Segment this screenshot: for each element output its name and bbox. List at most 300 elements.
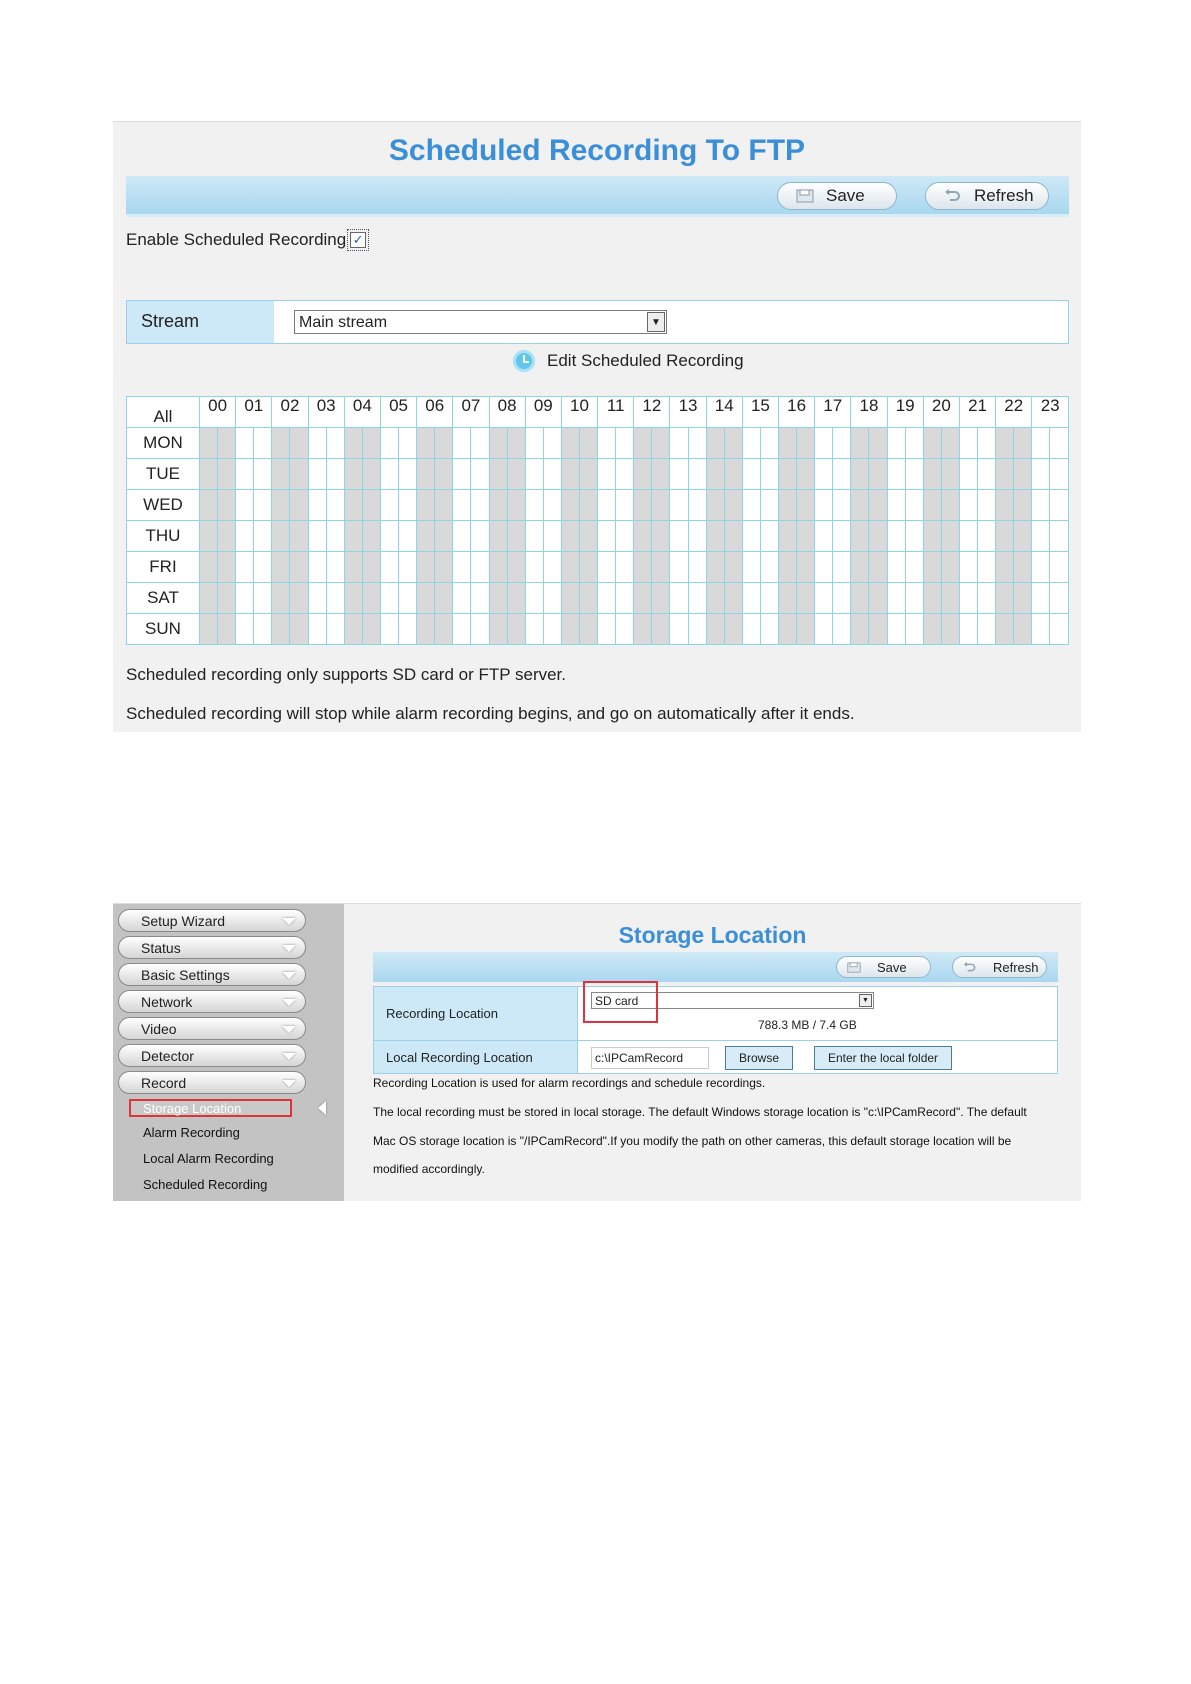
- grid-hour-18[interactable]: 18: [851, 397, 887, 428]
- browse-button[interactable]: Browse: [725, 1046, 793, 1070]
- grid-cell[interactable]: [489, 552, 507, 583]
- grid-hour-14[interactable]: 14: [706, 397, 742, 428]
- grid-cell[interactable]: [453, 459, 471, 490]
- grid-cell[interactable]: [308, 614, 326, 645]
- submenu-alarm-recording[interactable]: Alarm Recording: [143, 1125, 240, 1140]
- grid-cell[interactable]: [887, 614, 905, 645]
- grid-cell[interactable]: [362, 490, 380, 521]
- grid-cell[interactable]: [959, 552, 977, 583]
- grid-cell[interactable]: [797, 490, 815, 521]
- grid-cell[interactable]: [670, 521, 688, 552]
- grid-cell[interactable]: [1014, 614, 1032, 645]
- grid-cell[interactable]: [489, 521, 507, 552]
- grid-cell[interactable]: [218, 583, 236, 614]
- grid-cell[interactable]: [326, 552, 344, 583]
- grid-cell[interactable]: [507, 428, 525, 459]
- grid-cell[interactable]: [561, 614, 579, 645]
- grid-cell[interactable]: [579, 614, 597, 645]
- grid-cell[interactable]: [670, 490, 688, 521]
- grid-cell[interactable]: [634, 614, 652, 645]
- grid-cell[interactable]: [525, 459, 543, 490]
- grid-cell[interactable]: [887, 552, 905, 583]
- grid-cell[interactable]: [326, 521, 344, 552]
- save-button[interactable]: [836, 956, 931, 978]
- grid-cell[interactable]: [362, 552, 380, 583]
- grid-cell[interactable]: [923, 583, 941, 614]
- grid-cell[interactable]: [797, 521, 815, 552]
- grid-cell[interactable]: [471, 459, 489, 490]
- grid-cell[interactable]: [326, 459, 344, 490]
- grid-cell[interactable]: [435, 552, 453, 583]
- grid-cell[interactable]: [706, 614, 724, 645]
- grid-hour-19[interactable]: 19: [887, 397, 923, 428]
- grid-cell[interactable]: [598, 614, 616, 645]
- grid-cell[interactable]: [308, 521, 326, 552]
- grid-cell[interactable]: [362, 614, 380, 645]
- grid-cell[interactable]: [1032, 459, 1050, 490]
- grid-cell[interactable]: [996, 490, 1014, 521]
- grid-cell[interactable]: [905, 614, 923, 645]
- grid-cell[interactable]: [399, 552, 417, 583]
- grid-cell[interactable]: [670, 614, 688, 645]
- grid-cell[interactable]: [399, 490, 417, 521]
- grid-cell[interactable]: [453, 490, 471, 521]
- grid-cell[interactable]: [308, 583, 326, 614]
- grid-hour-01[interactable]: 01: [236, 397, 272, 428]
- grid-cell[interactable]: [688, 521, 706, 552]
- grid-cell[interactable]: [1050, 583, 1069, 614]
- grid-cell[interactable]: [742, 552, 760, 583]
- grid-cell[interactable]: [887, 428, 905, 459]
- grid-cell[interactable]: [616, 428, 634, 459]
- refresh-button[interactable]: [925, 182, 1049, 210]
- grid-cell[interactable]: [344, 614, 362, 645]
- grid-cell[interactable]: [652, 614, 670, 645]
- grid-cell[interactable]: [344, 583, 362, 614]
- grid-cell[interactable]: [652, 428, 670, 459]
- grid-cell[interactable]: [905, 428, 923, 459]
- grid-cell[interactable]: [978, 459, 996, 490]
- grid-cell[interactable]: [290, 459, 308, 490]
- grid-cell[interactable]: [634, 583, 652, 614]
- grid-cell[interactable]: [869, 490, 887, 521]
- grid-cell[interactable]: [851, 614, 869, 645]
- grid-cell[interactable]: [887, 521, 905, 552]
- grid-cell[interactable]: [887, 583, 905, 614]
- grid-cell[interactable]: [833, 521, 851, 552]
- grid-cell[interactable]: [200, 583, 218, 614]
- grid-cell[interactable]: [815, 459, 833, 490]
- grid-cell[interactable]: [598, 459, 616, 490]
- grid-cell[interactable]: [290, 490, 308, 521]
- grid-hour-10[interactable]: 10: [561, 397, 597, 428]
- grid-cell[interactable]: [543, 521, 561, 552]
- grid-cell[interactable]: [616, 521, 634, 552]
- grid-cell[interactable]: [652, 521, 670, 552]
- grid-cell[interactable]: [959, 490, 977, 521]
- grid-cell[interactable]: [362, 583, 380, 614]
- grid-cell[interactable]: [380, 521, 398, 552]
- grid-cell[interactable]: [1050, 428, 1069, 459]
- grid-cell[interactable]: [435, 428, 453, 459]
- grid-cell[interactable]: [688, 428, 706, 459]
- grid-cell[interactable]: [724, 583, 742, 614]
- grid-cell[interactable]: [959, 428, 977, 459]
- grid-hour-20[interactable]: 20: [923, 397, 959, 428]
- grid-cell[interactable]: [706, 521, 724, 552]
- grid-cell[interactable]: [851, 521, 869, 552]
- grid-hour-04[interactable]: 04: [344, 397, 380, 428]
- grid-cell[interactable]: [254, 521, 272, 552]
- grid-cell[interactable]: [688, 552, 706, 583]
- grid-cell[interactable]: [290, 583, 308, 614]
- grid-cell[interactable]: [598, 552, 616, 583]
- grid-cell[interactable]: [471, 428, 489, 459]
- grid-cell[interactable]: [471, 521, 489, 552]
- grid-cell[interactable]: [290, 552, 308, 583]
- grid-cell[interactable]: [941, 490, 959, 521]
- grid-cell[interactable]: [543, 552, 561, 583]
- grid-cell[interactable]: [760, 428, 778, 459]
- grid-cell[interactable]: [742, 459, 760, 490]
- grid-cell[interactable]: [308, 459, 326, 490]
- menu-video[interactable]: [118, 1017, 306, 1040]
- grid-cell[interactable]: [869, 428, 887, 459]
- grid-cell[interactable]: [833, 428, 851, 459]
- grid-cell[interactable]: [254, 583, 272, 614]
- grid-cell[interactable]: [290, 521, 308, 552]
- grid-cell[interactable]: [1032, 614, 1050, 645]
- grid-cell[interactable]: [579, 428, 597, 459]
- grid-cell[interactable]: [634, 490, 652, 521]
- grid-cell[interactable]: [579, 459, 597, 490]
- grid-cell[interactable]: [851, 428, 869, 459]
- grid-cell[interactable]: [851, 459, 869, 490]
- grid-cell[interactable]: [815, 552, 833, 583]
- grid-cell[interactable]: [742, 614, 760, 645]
- grid-cell[interactable]: [543, 428, 561, 459]
- grid-cell[interactable]: [254, 490, 272, 521]
- grid-cell[interactable]: [254, 459, 272, 490]
- grid-cell[interactable]: [833, 490, 851, 521]
- grid-day-label[interactable]: MON: [127, 428, 200, 459]
- grid-cell[interactable]: [652, 583, 670, 614]
- grid-cell[interactable]: [923, 459, 941, 490]
- grid-cell[interactable]: [453, 552, 471, 583]
- grid-cell[interactable]: [815, 521, 833, 552]
- grid-cell[interactable]: [543, 490, 561, 521]
- grid-cell[interactable]: [471, 552, 489, 583]
- grid-cell[interactable]: [200, 428, 218, 459]
- menu-status[interactable]: [118, 936, 306, 959]
- grid-cell[interactable]: [959, 521, 977, 552]
- grid-cell[interactable]: [489, 490, 507, 521]
- grid-cell[interactable]: [779, 552, 797, 583]
- grid-cell[interactable]: [380, 614, 398, 645]
- grid-cell[interactable]: [417, 552, 435, 583]
- save-button[interactable]: [777, 182, 897, 210]
- grid-cell[interactable]: [779, 521, 797, 552]
- grid-cell[interactable]: [978, 428, 996, 459]
- grid-cell[interactable]: [724, 552, 742, 583]
- grid-cell[interactable]: [435, 583, 453, 614]
- grid-cell[interactable]: [616, 552, 634, 583]
- grid-cell[interactable]: [362, 459, 380, 490]
- grid-cell[interactable]: [833, 552, 851, 583]
- grid-cell[interactable]: [724, 490, 742, 521]
- grid-cell[interactable]: [923, 490, 941, 521]
- grid-cell[interactable]: [616, 614, 634, 645]
- grid-hour-15[interactable]: 15: [742, 397, 778, 428]
- grid-cell[interactable]: [326, 490, 344, 521]
- refresh-button[interactable]: [952, 956, 1047, 978]
- grid-cell[interactable]: [579, 521, 597, 552]
- grid-cell[interactable]: [399, 614, 417, 645]
- grid-cell[interactable]: [254, 428, 272, 459]
- grid-cell[interactable]: [1014, 552, 1032, 583]
- grid-cell[interactable]: [471, 583, 489, 614]
- grid-cell[interactable]: [236, 583, 254, 614]
- grid-hour-05[interactable]: 05: [380, 397, 416, 428]
- grid-cell[interactable]: [290, 428, 308, 459]
- grid-cell[interactable]: [941, 552, 959, 583]
- grid-cell[interactable]: [417, 521, 435, 552]
- grid-cell[interactable]: [978, 583, 996, 614]
- grid-cell[interactable]: [236, 552, 254, 583]
- grid-cell[interactable]: [1050, 552, 1069, 583]
- grid-all-label[interactable]: All: [127, 397, 200, 428]
- grid-cell[interactable]: [579, 490, 597, 521]
- grid-cell[interactable]: [272, 552, 290, 583]
- grid-cell[interactable]: [941, 583, 959, 614]
- grid-cell[interactable]: [1014, 583, 1032, 614]
- grid-cell[interactable]: [507, 552, 525, 583]
- stream-select[interactable]: [294, 310, 667, 334]
- grid-cell[interactable]: [435, 490, 453, 521]
- grid-cell[interactable]: [399, 583, 417, 614]
- grid-cell[interactable]: [272, 428, 290, 459]
- grid-cell[interactable]: [200, 614, 218, 645]
- grid-cell[interactable]: [344, 521, 362, 552]
- grid-cell[interactable]: [471, 490, 489, 521]
- grid-cell[interactable]: [760, 583, 778, 614]
- grid-cell[interactable]: [417, 583, 435, 614]
- grid-cell[interactable]: [236, 428, 254, 459]
- grid-cell[interactable]: [724, 459, 742, 490]
- grid-cell[interactable]: [887, 459, 905, 490]
- grid-cell[interactable]: [200, 521, 218, 552]
- grid-cell[interactable]: [706, 583, 724, 614]
- grid-cell[interactable]: [833, 614, 851, 645]
- grid-cell[interactable]: [525, 521, 543, 552]
- grid-cell[interactable]: [634, 459, 652, 490]
- grid-cell[interactable]: [507, 490, 525, 521]
- grid-cell[interactable]: [525, 583, 543, 614]
- grid-cell[interactable]: [724, 614, 742, 645]
- grid-cell[interactable]: [941, 521, 959, 552]
- grid-cell[interactable]: [200, 459, 218, 490]
- grid-hour-13[interactable]: 13: [670, 397, 706, 428]
- submenu-storage-location[interactable]: Storage Location: [129, 1099, 292, 1117]
- grid-cell[interactable]: [435, 459, 453, 490]
- grid-cell[interactable]: [887, 490, 905, 521]
- grid-cell[interactable]: [218, 428, 236, 459]
- grid-hour-09[interactable]: 09: [525, 397, 561, 428]
- grid-cell[interactable]: [941, 459, 959, 490]
- grid-cell[interactable]: [706, 428, 724, 459]
- grid-cell[interactable]: [471, 614, 489, 645]
- grid-day-label[interactable]: TUE: [127, 459, 200, 490]
- grid-cell[interactable]: [579, 552, 597, 583]
- grid-cell[interactable]: [923, 521, 941, 552]
- grid-cell[interactable]: [851, 490, 869, 521]
- grid-cell[interactable]: [254, 552, 272, 583]
- grid-cell[interactable]: [706, 552, 724, 583]
- grid-cell[interactable]: [1014, 521, 1032, 552]
- grid-hour-21[interactable]: 21: [959, 397, 995, 428]
- grid-cell[interactable]: [380, 552, 398, 583]
- grid-cell[interactable]: [905, 521, 923, 552]
- grid-cell[interactable]: [652, 459, 670, 490]
- grid-cell[interactable]: [598, 428, 616, 459]
- grid-cell[interactable]: [218, 552, 236, 583]
- grid-cell[interactable]: [941, 428, 959, 459]
- grid-hour-02[interactable]: 02: [272, 397, 308, 428]
- grid-cell[interactable]: [670, 583, 688, 614]
- grid-cell[interactable]: [380, 428, 398, 459]
- grid-cell[interactable]: [453, 614, 471, 645]
- grid-cell[interactable]: [272, 521, 290, 552]
- grid-cell[interactable]: [742, 490, 760, 521]
- grid-cell[interactable]: [1032, 490, 1050, 521]
- grid-cell[interactable]: [996, 459, 1014, 490]
- grid-cell[interactable]: [1032, 583, 1050, 614]
- grid-cell[interactable]: [742, 583, 760, 614]
- grid-cell[interactable]: [833, 459, 851, 490]
- grid-cell[interactable]: [453, 521, 471, 552]
- menu-network[interactable]: [118, 990, 306, 1013]
- grid-cell[interactable]: [923, 552, 941, 583]
- grid-cell[interactable]: [543, 614, 561, 645]
- grid-cell[interactable]: [579, 583, 597, 614]
- grid-cell[interactable]: [797, 552, 815, 583]
- grid-cell[interactable]: [525, 490, 543, 521]
- grid-cell[interactable]: [616, 490, 634, 521]
- grid-cell[interactable]: [616, 459, 634, 490]
- grid-cell[interactable]: [797, 583, 815, 614]
- grid-cell[interactable]: [760, 459, 778, 490]
- grid-cell[interactable]: [959, 583, 977, 614]
- grid-cell[interactable]: [236, 521, 254, 552]
- grid-cell[interactable]: [290, 614, 308, 645]
- grid-hour-06[interactable]: 06: [417, 397, 453, 428]
- grid-day-label[interactable]: THU: [127, 521, 200, 552]
- grid-hour-22[interactable]: 22: [996, 397, 1032, 428]
- grid-cell[interactable]: [1050, 490, 1069, 521]
- grid-day-label[interactable]: WED: [127, 490, 200, 521]
- grid-cell[interactable]: [996, 521, 1014, 552]
- grid-cell[interactable]: [652, 490, 670, 521]
- grid-cell[interactable]: [978, 552, 996, 583]
- grid-cell[interactable]: [417, 490, 435, 521]
- grid-cell[interactable]: [779, 459, 797, 490]
- grid-cell[interactable]: [507, 614, 525, 645]
- menu-basic-settings[interactable]: [118, 963, 306, 986]
- grid-cell[interactable]: [634, 552, 652, 583]
- grid-cell[interactable]: [399, 459, 417, 490]
- submenu-local-alarm-recording[interactable]: Local Alarm Recording: [143, 1151, 274, 1166]
- grid-cell[interactable]: [688, 614, 706, 645]
- grid-cell[interactable]: [996, 428, 1014, 459]
- grid-cell[interactable]: [923, 428, 941, 459]
- grid-cell[interactable]: [344, 552, 362, 583]
- grid-cell[interactable]: [489, 428, 507, 459]
- grid-cell[interactable]: [724, 428, 742, 459]
- grid-cell[interactable]: [760, 490, 778, 521]
- grid-cell[interactable]: [996, 552, 1014, 583]
- grid-cell[interactable]: [616, 583, 634, 614]
- chevron-down-icon[interactable]: ▼: [859, 994, 872, 1007]
- grid-cell[interactable]: [760, 614, 778, 645]
- grid-cell[interactable]: [218, 490, 236, 521]
- grid-cell[interactable]: [652, 552, 670, 583]
- grid-cell[interactable]: [543, 459, 561, 490]
- grid-cell[interactable]: [598, 583, 616, 614]
- grid-cell[interactable]: [380, 490, 398, 521]
- grid-cell[interactable]: [978, 614, 996, 645]
- grid-cell[interactable]: [489, 583, 507, 614]
- grid-cell[interactable]: [399, 521, 417, 552]
- grid-cell[interactable]: [362, 428, 380, 459]
- grid-hour-03[interactable]: 03: [308, 397, 344, 428]
- grid-cell[interactable]: [1014, 428, 1032, 459]
- grid-cell[interactable]: [797, 428, 815, 459]
- grid-hour-08[interactable]: 08: [489, 397, 525, 428]
- enter-local-folder-button[interactable]: Enter the local folder: [814, 1046, 952, 1070]
- grid-hour-07[interactable]: 07: [453, 397, 489, 428]
- grid-cell[interactable]: [561, 490, 579, 521]
- grid-cell[interactable]: [851, 552, 869, 583]
- grid-cell[interactable]: [634, 521, 652, 552]
- grid-cell[interactable]: [272, 583, 290, 614]
- grid-cell[interactable]: [561, 459, 579, 490]
- grid-cell[interactable]: [308, 552, 326, 583]
- grid-cell[interactable]: [742, 521, 760, 552]
- grid-cell[interactable]: [525, 428, 543, 459]
- grid-cell[interactable]: [453, 428, 471, 459]
- edit-scheduled-recording[interactable]: [513, 350, 744, 372]
- grid-cell[interactable]: [797, 614, 815, 645]
- grid-cell[interactable]: [1050, 614, 1069, 645]
- grid-cell[interactable]: [978, 490, 996, 521]
- grid-cell[interactable]: [959, 459, 977, 490]
- grid-cell[interactable]: [779, 614, 797, 645]
- enable-checkbox[interactable]: ✓: [350, 232, 366, 248]
- grid-cell[interactable]: [996, 614, 1014, 645]
- submenu-scheduled-recording[interactable]: Scheduled Recording: [143, 1177, 268, 1192]
- grid-cell[interactable]: [507, 459, 525, 490]
- grid-hour-12[interactable]: 12: [634, 397, 670, 428]
- grid-hour-11[interactable]: 11: [598, 397, 634, 428]
- grid-hour-16[interactable]: 16: [779, 397, 815, 428]
- grid-hour-00[interactable]: 00: [200, 397, 236, 428]
- grid-cell[interactable]: [272, 614, 290, 645]
- grid-cell[interactable]: [1050, 459, 1069, 490]
- grid-cell[interactable]: [1050, 521, 1069, 552]
- grid-cell[interactable]: [760, 521, 778, 552]
- grid-cell[interactable]: [688, 459, 706, 490]
- grid-cell[interactable]: [905, 459, 923, 490]
